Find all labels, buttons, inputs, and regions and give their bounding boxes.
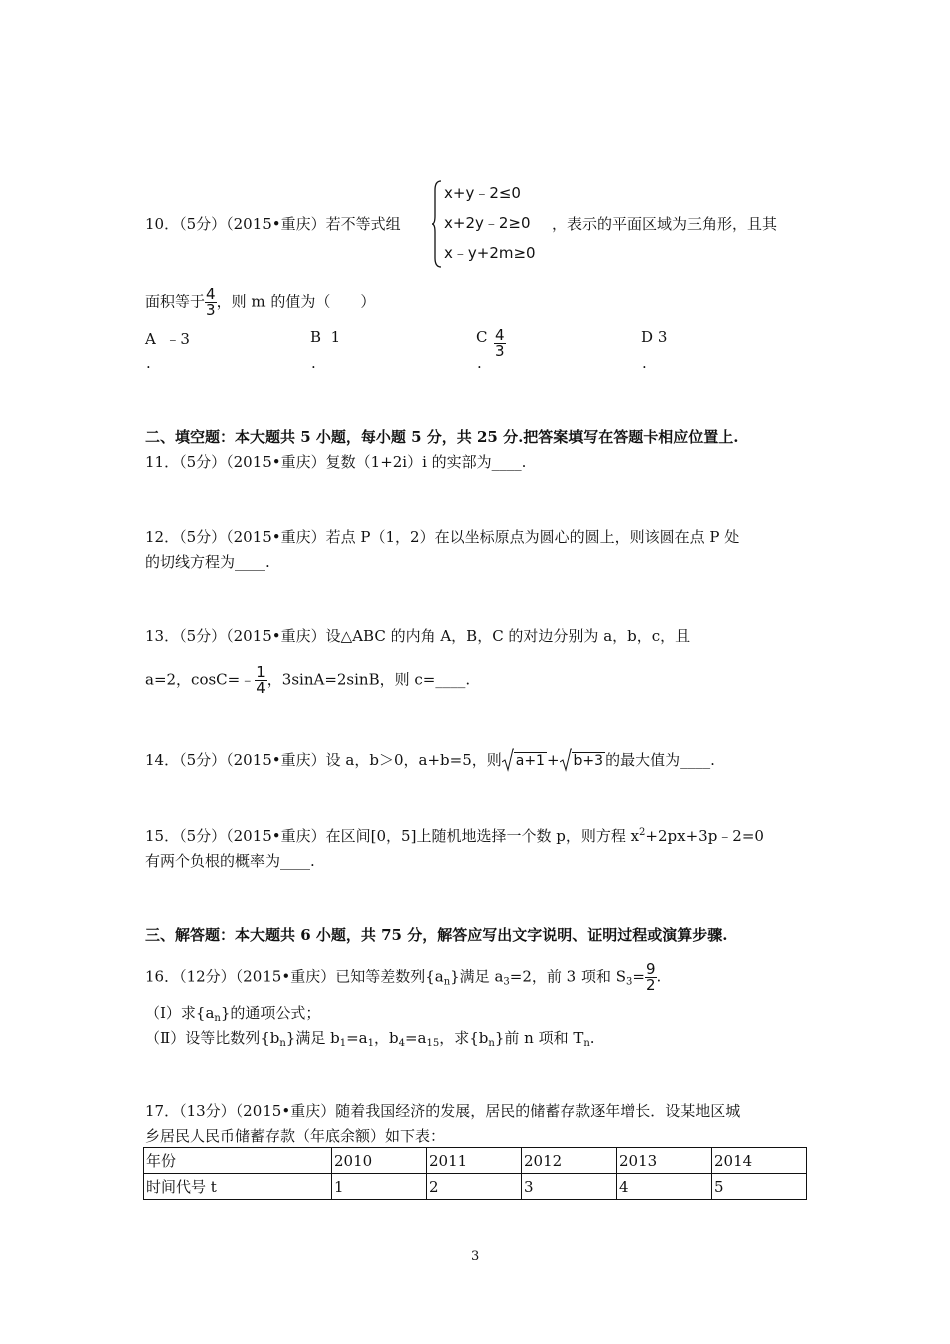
q16-p2-f: ，求{b [439,1029,489,1047]
q16-stem [145,962,661,993]
q16-sub-n: n [443,976,451,988]
q16-part2 [145,1028,595,1048]
q16-p1-pre: （Ⅰ）求{a [145,1004,215,1022]
table-cell: 5 [712,1174,807,1200]
q14-rad-1: a+1 [515,753,545,769]
q16-eq: = [632,967,645,986]
q16-p2-sub-4: 4 [398,1038,405,1049]
q13-pre: a=2，cosC=﹣ [145,670,256,689]
option-a[interactable] [145,328,190,349]
option-a-value: ﹣3 [165,330,190,348]
table-cell: 2 [427,1174,522,1200]
section-2-heading: 二、填空题：本大题共 5 小题，每小题 5 分，共 25 分.把答案填写在答题卡相应位置上. [145,428,739,446]
q10-ineq-2: x+2y﹣2≥0 [444,214,531,232]
q16-p1-sub: n [214,1013,221,1024]
q16-p2-h: . [589,1029,595,1047]
q16-sub-3: 3 [503,976,510,988]
q14-sqrt-1 [502,751,547,771]
q17-line1: 17．（13分）（2015•重庆）随着我国经济的发展，居民的储蓄存款逐年增长．设某地区城 [145,1102,741,1120]
q10-line2 [145,287,375,318]
option-c-dot: . [477,354,482,372]
page-number: 3 [471,1249,480,1264]
option-d[interactable] [641,328,667,346]
q16-end: . [656,967,662,986]
brace-icon [432,180,442,268]
option-b-dot: . [311,354,316,372]
q15-post: +2px+3p﹣2=0 [645,827,764,845]
q13-post: ，3sinA=2sinB，则 c=____. [266,670,471,689]
q16-fraction [645,962,657,993]
q10-area-pre: 面积等于 [145,292,206,311]
table-cell: 时间代号 t [144,1174,332,1200]
q16-num: 9 [645,960,656,978]
q15-line2: 有两个负根的概率为____. [145,852,315,870]
q15-line1 [145,826,764,846]
q11: 11．（5分）（2015•重庆）复数（1+2i）i 的实部为____. [145,453,527,471]
q15-sup: 2 [639,827,646,838]
q16-p2-b: }满足 b [285,1029,340,1047]
section-3-heading: 三、解答题：本大题共 6 小题，共 75 分，解答应写出文字说明、证明过程或演算步骤. [145,926,728,944]
q17-line2: 乡居民人民币储蓄存款（年底余额）如下表： [145,1127,446,1145]
table-cell: 4 [617,1174,712,1200]
option-a-dot: . [146,354,151,372]
table-cell: 2011 [427,1148,522,1174]
table-row [144,1174,807,1200]
option-c[interactable] [476,328,487,346]
q10-trail: ，表示的平面区域为三角形，且其 [552,215,778,233]
option-c-fraction [494,328,506,359]
q16-mid2: =2，前 3 项和 S [509,967,627,986]
q16-p2-g: }前 n 项和 T [494,1029,584,1047]
q10-inequality-system [432,180,552,270]
q10-line1 [145,214,401,234]
q16-sub-3b: 3 [626,976,633,988]
q14-post: 的最大值为____. [605,751,715,769]
option-c-num: 4 [495,326,505,344]
option-d-value: 3 [657,328,668,346]
q16-part1 [145,1003,320,1023]
savings-table [143,1147,807,1200]
table-cell: 3 [522,1174,617,1200]
table-cell: 2010 [332,1148,427,1174]
q16-p2-sub-n3: n [583,1038,590,1049]
q16-p2-e: =a [404,1029,427,1047]
q10-area-fraction [205,287,217,318]
q16-p2-sub-15: 15 [426,1038,440,1049]
q16-p2-sub-n: n [279,1038,286,1049]
q13-den: 4 [256,679,266,697]
q14 [145,750,715,771]
q16-p1-post: }的通项公式； [220,1004,321,1022]
option-b-value: 1 [330,328,341,346]
option-a-label: A [145,330,156,348]
radical-icon [560,748,572,772]
q16-p2-d: ，b [373,1029,399,1047]
radical-icon [502,748,514,772]
option-c-label: C [476,328,488,346]
table-row [144,1148,807,1174]
q13-line2 [145,665,470,696]
q15-pre: 15．（5分）（2015•重庆）在区间[0，5]上随机地选择一个数 p，则方程 x [145,827,640,845]
q14-sqrt-2 [560,751,606,771]
table-cell: 1 [332,1174,427,1200]
q16-p2-sub-1: 1 [339,1038,347,1049]
q16-p2-sub-n2: n [488,1038,495,1049]
table-cell: 年份 [144,1148,332,1174]
q13-line1: 13．（5分）（2015•重庆）设△ABC 的内角 A，B，C 的对边分别为 a，b，c，且 [145,627,691,645]
q10-lead: 10．（5分）（2015•重庆）若不等式组 [145,215,401,233]
q16-mid: }满足 a [450,967,504,986]
q10-area-post: ，则 m 的值为（ ） [216,292,376,311]
q12-line2: 的切线方程为____. [145,553,270,571]
option-b[interactable] [310,328,340,346]
q10-ineq-1: x+y﹣2≤0 [444,184,521,202]
q14-pre: 14．（5分）（2015•重庆）设 a，b＞0，a+b=5，则 [145,751,502,769]
option-d-dot: . [642,354,647,372]
table-cell: 2014 [712,1148,807,1174]
table-cell: 2013 [617,1148,712,1174]
q16-p2-c: =a [346,1029,368,1047]
q10-frac-den: 3 [206,301,216,319]
q16-p2-sub-1b: 1 [367,1038,374,1049]
option-b-label: B [310,328,322,346]
q14-rad-2: b+3 [573,753,604,769]
q16-den: 2 [645,976,656,994]
q16-p2-a: （Ⅱ）设等比数列{b [145,1029,280,1047]
q10-frac-num: 4 [206,285,216,303]
option-d-label: D [641,328,654,346]
q10-ineq-3: x﹣y+2m≥0 [444,244,536,262]
option-c-den: 3 [495,342,505,360]
q13-num: 1 [256,663,266,681]
q14-plus: + [546,751,560,769]
q12-line1: 12．（5分）（2015•重庆）若点 P（1，2）在以坐标原点为圆心的圆上，则该圆在点 P 处 [145,528,740,546]
table-cell: 2012 [522,1148,617,1174]
q13-fraction [255,665,267,696]
q16-pre: 16．（12分）（2015•重庆）已知等差数列{a [145,967,444,986]
